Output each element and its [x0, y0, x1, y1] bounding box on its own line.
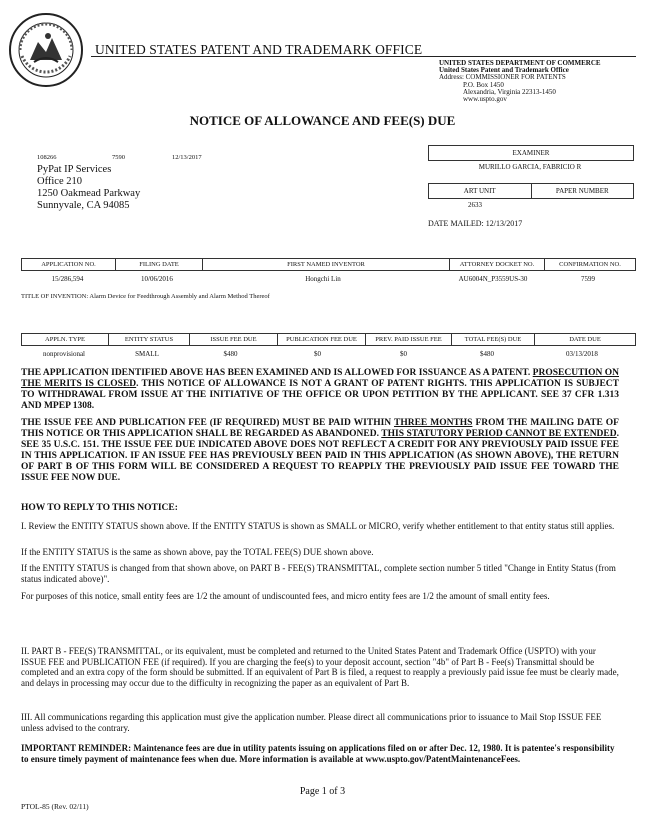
application-table-values [21, 273, 636, 284]
prev-paid-issue-fee: $0 [400, 349, 407, 358]
paragraph-pay-total: If the ENTITY STATUS is the same as shown above, pay the TOTAL FEE(S) DUE shown above. [21, 547, 374, 557]
page-number: Page 1 of 3 [299, 786, 346, 797]
address-label: Address: COMMISSIONER FOR PATENTS [439, 73, 566, 82]
notice-text: FROM THE MAILING DATE OF THIS NOTICE OR THIS APPLICATION SHALL BE REGARDED AS ABANDONED. [21, 418, 619, 439]
col-date-due: DATE DUE [535, 334, 636, 346]
notice-text: . THIS NOTICE OF ALLOWANCE IS NOT A GRANT OF PATENT RIGHTS. THIS APPLICATION IS SUBJECT TO WITHDRAWAL FROM ISSUE AT THE INITIATIVE OF THE OFFICE OR UPON PETITION BY THE APPLICANT. SEE 37 CFR 1.313 AND MPEP 1308. [21, 379, 619, 411]
col-total-fees-due: TOTAL FEE(S) DUE [452, 334, 535, 346]
examiner-name: MURILLO GARCIA, FABRICIO R [478, 163, 582, 171]
attorney-docket-no: AU6004N_P3559US-30 [458, 274, 528, 283]
table-row [21, 348, 636, 359]
important-reminder: IMPORTANT REMINDER: Maintenance fees are due in utility patents issuing on applications filed on or after Dec. 12, 1980. It is patentee's responsibility to ensure timely payment of maintenance fees when due. More information is available at www.uspto.gov/PatentMaintenanceFees. [21, 743, 615, 764]
notice-underlined: PROSECUTION ON THE MERITS IS CLOSED [21, 368, 619, 389]
filing-date: 10/06/2016 [141, 274, 173, 283]
issue-fee-due: $480 [223, 349, 238, 358]
col-first-named-inventor: FIRST NAMED INVENTOR [203, 259, 450, 271]
header-rule [91, 56, 636, 57]
paragraph-entity-review: I. Review the ENTITY STATUS shown above. If the ENTITY STATUS is shown as SMALL or MICRO, verify whether entitlement to that entity status still applies. [21, 521, 615, 531]
notice-underlined: THREE MONTHS [393, 418, 473, 428]
page-title: NOTICE OF ALLOWANCE AND FEE(S) DUE [189, 113, 456, 128]
art-unit-label: ART UNIT [463, 187, 496, 195]
application-table-header [21, 258, 636, 271]
col-issue-fee-due: ISSUE FEE DUE [190, 334, 278, 346]
art-unit-value: 2633 [468, 201, 482, 209]
total-fees-due: $480 [480, 349, 494, 358]
form-id: PTOL-85 (Rev. 02/11) [21, 802, 89, 811]
col-prev-paid-issue-fee: PREV. PAID ISSUE FEE [366, 334, 452, 346]
notice-text: . SEE 35 U.S.C. 151. THE ISSUE FEE DUE INDICATED ABOVE DOES NOT REFLECT A CREDIT FOR ANY PREVIOUSLY PAID ISSUE FEE IN THIS APPLICATION. IF AN ISSUE FEE HAS PREVIOUSLY BEEN PAID IN THIS APPLICATION (AS SHOWN ABOVE), THE RETURN OF PART B OF THIS FORM WILL BE CONSIDERED A REQUEST TO REAPPLY THE PREVIOUSLY PAID ISSUE FEE TOWARD THE ISSUE FEE NOW DUE. [21, 429, 619, 483]
confirmation-no: 7599 [581, 274, 595, 283]
mail-code-date: 12/13/2017 [172, 154, 202, 161]
dept-line-1: UNITED STATES DEPARTMENT OF COMMERCE [439, 59, 601, 67]
department-address-block [439, 60, 639, 103]
address-line-3: www.uspto.gov [463, 95, 507, 104]
entity-status: SMALL [135, 349, 159, 358]
col-attorney-docket: ATTORNEY DOCKET NO. [450, 259, 545, 271]
publication-fee-due: $0 [314, 349, 321, 358]
col-entity-status: ENTITY STATUS [109, 334, 190, 346]
paragraph-small-entity-fees: For purposes of this notice, small entity fees are 1/2 the amount of undiscounted fees, and micro entity fees are 1/2 the amount of small entity fees. [21, 591, 550, 601]
fee-notice [21, 418, 619, 484]
date-due: 03/13/2018 [566, 349, 598, 358]
paragraph-part-b: II. PART B - FEE(S) TRANSMITTAL, or its equivalent, must be completed and returned to the United States Patent and Trademark Office (USPTO) with your ISSUE FEE and PUBLICATION FEE (if required). If you are charging the fee(s) to your deposit account, section "4b" of Part B - Fee(s) Transmittal should be completed and an extra copy of the form should be submitted. If an equivalent of Part B is filed, a request to reapply a previously paid issue fee must be clearly made, and delays in processing may occur due to the difficulty in recognizing the paper as an equivalent of Part B. [21, 646, 619, 688]
office-title: UNITED STATES PATENT AND TRADEMARK OFFICE [95, 42, 423, 57]
allowance-notice [21, 368, 619, 412]
addressee-line: 1250 Oakmead Parkway [37, 188, 141, 199]
application-no: 15/286,594 [51, 274, 84, 283]
date-mailed: DATE MAILED: 12/13/2017 [428, 219, 523, 228]
addressee-line: Office 210 [37, 176, 82, 187]
addressee-block [37, 164, 140, 212]
paper-number-label: PAPER NUMBER [531, 184, 634, 198]
uspto-seal-icon [8, 12, 84, 88]
dept-line-2: United States Patent and Trademark Office [439, 66, 569, 75]
addressee-line: PyPat IP Services [37, 164, 112, 175]
how-to-reply-heading: HOW TO REPLY TO THIS NOTICE: [21, 503, 178, 513]
notice-text: THE ISSUE FEE AND PUBLICATION FEE (IF REQUIRED) MUST BE PAID WITHIN [21, 418, 392, 428]
col-filing-date: FILING DATE [116, 259, 203, 271]
title-of-invention: TITLE OF INVENTION: Alarm Device for Feedthrough Assembly and Alarm Method Thereof [21, 293, 270, 300]
col-confirmation-no: CONFIRMATION NO. [545, 259, 636, 271]
appln-type: nonprovisional [43, 349, 85, 358]
paragraph-entity-change: If the ENTITY STATUS is changed from that shown above, on PART B - FEE(S) TRANSMITTAL, complete section number 5 titled "Change in Entity Status (from status indicated above)". [21, 563, 616, 584]
table-row [21, 273, 636, 284]
col-appln-type: APPLN. TYPE [22, 334, 109, 346]
mail-code-2: 7590 [112, 154, 125, 161]
fee-table-values [21, 348, 636, 359]
first-named-inventor: Hongchi Lin [305, 274, 341, 283]
examiner-label: EXAMINER [428, 145, 634, 161]
notice-text: THE APPLICATION IDENTIFIED ABOVE HAS BEEN EXAMINED AND IS ALLOWED FOR ISSUANCE AS A PATENT. [21, 368, 531, 378]
art-unit-header [428, 183, 634, 199]
col-publication-fee-due: PUBLICATION FEE DUE [278, 334, 366, 346]
notice-underlined: THIS STATUTORY PERIOD CANNOT BE EXTENDED [381, 429, 617, 439]
address-line-1: P.O. Box 1450 [463, 80, 504, 89]
mail-code-1: 108266 [37, 154, 57, 161]
col-application-no: APPLICATION NO. [22, 259, 116, 271]
paragraph-communications: III. All communications regarding this application must give the application number. Please direct all communications prior to issuance to Mail Stop ISSUE FEE unless advised to the contrary. [21, 712, 602, 733]
address-line-2: Alexandria, Virginia 22313-1450 [463, 87, 556, 96]
addressee-line: Sunnyvale, CA 94085 [37, 200, 130, 211]
fee-table-header [21, 333, 636, 346]
